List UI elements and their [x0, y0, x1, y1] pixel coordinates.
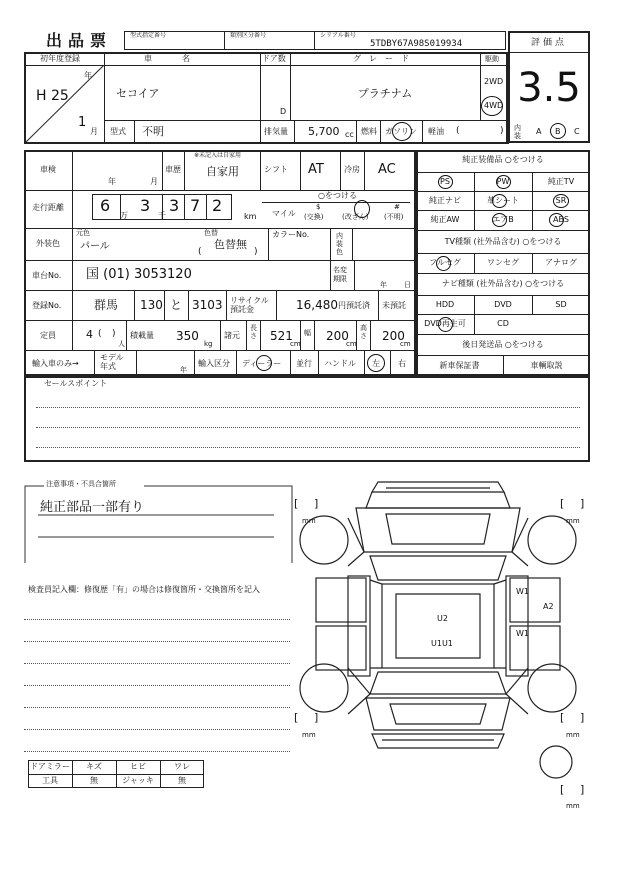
rating-value: 3.5 [517, 65, 581, 111]
displacement-label: 排気量 [264, 127, 288, 136]
interior-b: B [555, 127, 561, 136]
tv-fullseg-circle [436, 256, 451, 271]
equip-ps-circle [438, 175, 453, 189]
mm-rr: mm [566, 731, 580, 739]
fuel-gasoline: ガソリン [385, 127, 417, 136]
fuel-gasoline-circle [392, 122, 412, 141]
legend-h1: ドアミラー [30, 762, 70, 771]
meter-modified: (改ざん) [342, 213, 369, 221]
recycle-unit: 円預託済 [338, 301, 370, 310]
length-label: 長さ [250, 324, 257, 340]
capacity-value: 4 [86, 328, 93, 341]
equip-sr-circle [553, 194, 569, 208]
equip-pw: PW [496, 177, 510, 186]
height-label: 高さ [360, 324, 367, 340]
equip-pw-circle [496, 175, 511, 189]
car-name-value: セコイア [116, 87, 160, 100]
orig-color-label: 元色 [76, 229, 90, 237]
first-reg-month-unit: 月 [90, 127, 98, 136]
import-type-label: 輸入区分 [198, 359, 230, 368]
fuel-paren-close: ) [500, 126, 504, 136]
bracket-rr-close: ] [580, 711, 585, 724]
meter-mile: マイル [272, 209, 296, 218]
drive-4wd-circle [481, 96, 503, 116]
nav-dvd: DVD [494, 300, 512, 309]
legend-v2: 無 [90, 776, 98, 785]
after-warranty: 新車保証書 [439, 361, 480, 370]
import-parallel: 並行 [296, 359, 312, 368]
equip-tv: 純正TV [547, 177, 575, 186]
handle-label: ハンドル [324, 359, 356, 368]
nav-dvd-play: DVD再生可 [424, 319, 466, 328]
drive-label: 駆動 [485, 55, 499, 63]
mm-fr: mm [566, 517, 580, 525]
width-unit: cm [346, 340, 357, 348]
bracket-rl-open: [ [294, 711, 299, 724]
legend-h3: ヒビ [130, 762, 146, 771]
shaken-year-unit: 年 [108, 177, 116, 186]
first-reg-year-unit: 年 [84, 71, 92, 80]
grade-label: グレード [353, 54, 417, 63]
fuel-light-oil: 軽油 [428, 127, 444, 136]
import-label: 輸入車のみ→ [32, 359, 79, 368]
mm-spare: mm [566, 802, 580, 810]
capacity-unit: 人 [118, 340, 125, 348]
mark-a2-right: A2 [543, 602, 554, 611]
ac-value: AC [378, 162, 396, 177]
shift-value: AT [308, 162, 324, 177]
bracket-fl-close: ] [314, 497, 319, 510]
load-unit: kg [204, 340, 213, 348]
legend-v3: ジャッキ [122, 776, 154, 785]
equip-airbag-circle [492, 213, 507, 227]
nav-cd: CD [497, 319, 509, 328]
notes-line1: 純正部品一部有り [40, 500, 145, 515]
capacity-paren-open: ( [98, 329, 102, 339]
mileage-digit-1: 6 [100, 196, 111, 215]
reg-number: 3103 [192, 298, 223, 312]
handle-left: 左 [372, 359, 380, 368]
mark-u2-roof: U2 [437, 614, 448, 623]
genuine-title: 純正装備品 ○をつける [462, 155, 544, 164]
tv-analog: アナログ [545, 258, 577, 267]
color-change-value: 色替無 [214, 238, 247, 251]
meter-exchange: (交換) [304, 213, 324, 221]
tv-oneseg: ワンセグ [487, 258, 519, 267]
mileage-digit-4: 7 [190, 196, 201, 215]
bracket-rr-open: [ [560, 711, 565, 724]
tv-fullseg: フルセグ [429, 258, 461, 267]
equip-nav: 純正ナビ [429, 196, 461, 205]
ac-label: 冷房 [344, 165, 360, 174]
mileage-unit-man: 万 [120, 211, 128, 220]
load-value: 350 [176, 329, 199, 343]
plate-label: 車台No. [32, 271, 62, 280]
shaken-month-unit: 月 [150, 177, 158, 186]
equip-leather-circle [492, 194, 507, 208]
reg-kana: と [170, 298, 183, 312]
color-change-label: 色替 [204, 229, 218, 237]
usage-value: 自家用 [206, 165, 239, 178]
mark-u1u1-roof: U1U1 [431, 639, 453, 648]
legend-h4: ワレ [174, 762, 190, 771]
equip-abs-circle [549, 213, 564, 227]
bracket-fr-close: ] [580, 497, 585, 510]
interior-label: 内装 [514, 124, 521, 140]
drive-2wd: 2WD [484, 77, 504, 86]
width-label: 幅 [304, 329, 311, 337]
name-change-day: 日 [404, 281, 411, 289]
type-value: 不明 [142, 125, 164, 138]
bracket-fr-open: [ [560, 497, 565, 510]
usage-note: ※未記入は自家用 [194, 152, 242, 159]
nav-dvd-play-circle [438, 317, 453, 332]
equip-ps: PS [440, 177, 450, 186]
model-code-label: 型式指定番号 [130, 32, 167, 39]
mileage-label: 走行距離 [32, 203, 64, 212]
interior-c: C [574, 127, 580, 136]
mileage-digit-3: 3 [169, 196, 180, 215]
category-label: 類別区分番号 [230, 32, 267, 39]
first-reg-month: 1 [78, 115, 87, 130]
capacity-label: 定員 [40, 331, 56, 340]
import-dealer: ディーラー [242, 359, 282, 368]
sheet-title: 出品票 [46, 31, 113, 50]
mileage-unit: km [244, 212, 257, 221]
model-year-unit: 年 [180, 366, 187, 374]
mm-fl: mm [302, 517, 316, 525]
handle-left-circle [367, 354, 385, 372]
interior-color-label: 内装色 [336, 232, 343, 256]
recycle-value: 16,480 [296, 298, 338, 312]
inspector-label: 検査員記入欄：修復歴「有」の場合は修復箇所・交換箇所を記入 [28, 585, 260, 594]
equip-leather: 革シート [487, 196, 519, 205]
fuel-label: 燃料 [361, 127, 377, 136]
displacement-value: 5,700 [308, 125, 340, 138]
mileage-unit-sen: 千 [158, 211, 166, 220]
name-change-label: 名変期限 [333, 266, 347, 283]
equip-sr: SR [555, 196, 567, 205]
mileage-digit-5: 2 [212, 196, 223, 215]
mileage-digit-2: 3 [140, 196, 151, 215]
after-manual: 車輌取説 [530, 361, 563, 370]
nav-title: ナビ種類 (社外品含む) ○をつける [441, 279, 565, 288]
tv-title: TV種類 (社外品含む) ○をつける [444, 237, 562, 246]
legend-v4: 無 [178, 776, 186, 785]
color-label: 外装色 [36, 239, 60, 248]
capacity-paren-close: ) [112, 329, 116, 339]
dims-label: 諸元 [224, 331, 240, 340]
after-title: 後日発送品 ○をつける [462, 340, 544, 349]
first-reg-label: 初年度登録 [40, 54, 80, 63]
drive-4wd: 4WD [484, 101, 504, 110]
reg-label: 登録No. [32, 301, 62, 310]
orig-color-value: パール [80, 241, 110, 252]
handle-right: 右 [398, 359, 406, 368]
width-value: 200 [326, 329, 349, 343]
nav-hdd: HDD [435, 300, 455, 309]
interior-a: A [536, 127, 542, 136]
color-change-paren-close: ) [254, 247, 258, 257]
car-name-label: 車名 [144, 54, 220, 63]
serial-number: 5TDBY67A98S019934 [370, 39, 463, 49]
legend-v1: 工具 [42, 776, 58, 785]
meter-attach-note: ○をつける [318, 191, 357, 200]
color-change-paren-open: ( [198, 247, 202, 257]
height-unit: cm [400, 340, 411, 348]
serial-label: シリアル番号 [320, 32, 356, 39]
mm-rl: mm [302, 731, 316, 739]
mark-w1-rear-right: W1 [516, 629, 529, 638]
meter-modified-circle [354, 200, 370, 218]
bracket-fl-open: [ [294, 497, 299, 510]
equip-aw: 純正AW [430, 215, 460, 224]
reg-class: 130 [140, 298, 163, 312]
length-unit: cm [290, 340, 301, 348]
plate-value: 国 (01) 3053120 [86, 267, 192, 282]
sales-point-label: セールスポイント [44, 379, 108, 388]
bracket-rl-close: ] [314, 711, 319, 724]
recycle-label: リサイクル預託金 [230, 296, 269, 314]
fuel-paren-open: ( [456, 126, 460, 136]
length-value: 521 [270, 329, 293, 343]
load-label: 積載量 [130, 331, 154, 340]
type-label: 型式 [110, 127, 126, 136]
notes-bracket [24, 485, 294, 565]
bracket-spare-close: ] [580, 783, 585, 796]
import-dealer-circle [256, 355, 272, 371]
mark-w1-front-right: W1 [516, 587, 529, 596]
legend-h2: キズ [86, 762, 102, 771]
rating-label: 評価点 [530, 38, 567, 48]
shaken-label: 車検 [40, 165, 56, 174]
displacement-unit: cc [345, 130, 354, 139]
meter-exchange-top: $ [316, 203, 321, 211]
sales-point-box [24, 376, 590, 462]
shift-label: シフト [264, 165, 288, 174]
usage-label: 車歴 [165, 165, 181, 174]
model-year-label: モデル年式 [100, 353, 124, 371]
notes-title: 注意事項・不具合箇所 [46, 480, 116, 488]
interior-b-circle [550, 123, 566, 139]
reg-prefecture: 群馬 [94, 298, 119, 312]
grade-value: プラチナム [357, 87, 413, 100]
meter-unknown: (不明) [384, 213, 404, 221]
height-value: 200 [382, 329, 405, 343]
bracket-spare-open: [ [560, 783, 565, 796]
equip-airbag: エアB [492, 215, 514, 224]
name-change-year: 年 [380, 281, 387, 289]
first-reg-era: H 25 [36, 88, 69, 104]
door-unit: D [280, 107, 287, 116]
color-no-label: カラーNo. [272, 230, 310, 239]
nav-sd: SD [555, 300, 567, 309]
door-label: ドア数 [262, 54, 286, 63]
recycle-unpaid: 未預託 [382, 301, 406, 310]
meter-unknown-top: # [394, 203, 400, 211]
equip-abs: ABS [553, 215, 569, 224]
